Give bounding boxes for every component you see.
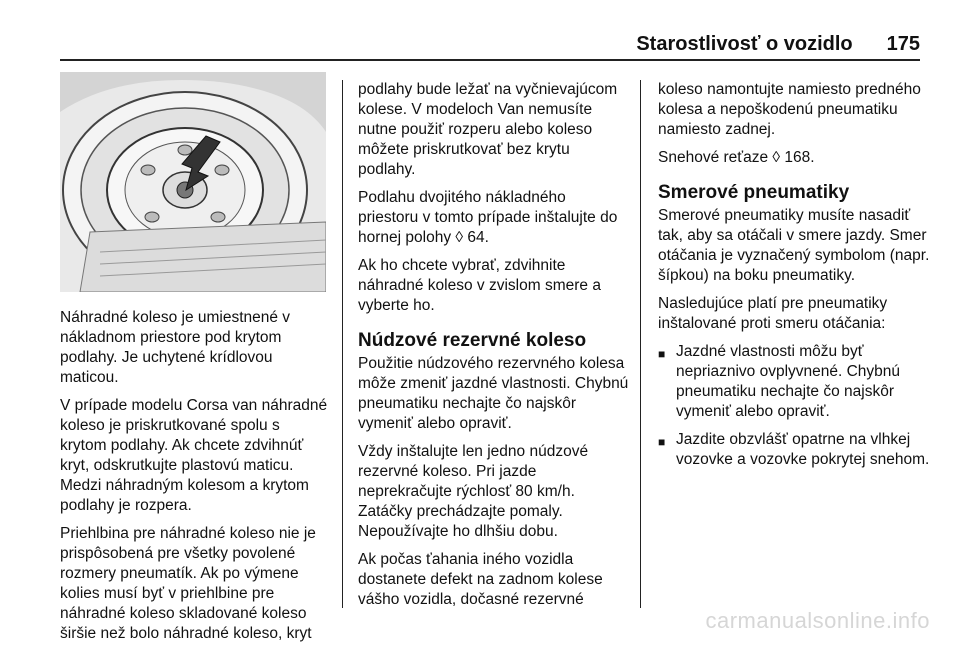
spare-wheel-drawing: [60, 72, 326, 292]
paragraph: Snehové reťaze ◊ 168.: [658, 149, 815, 166]
column-divider: [640, 80, 641, 608]
paragraph: Vždy inštalujte len jedno núdzové rezervné koleso. Pri jazde neprekračujte rýchlosť 80 km/h. Zatáčky prechádzajte pomaly. Nepoužívajte ho dlhšiu dobu.: [358, 443, 589, 540]
page-number: 175: [886, 33, 920, 55]
paragraph: Použitie núdzového rezervného kolesa môže zmeniť jazdné vlastnosti. Chybnú pneumatiku nechajte čo najskôr vymeniť alebo opraviť.: [358, 355, 629, 432]
bullet-item: [658, 430, 930, 470]
header-rule: [60, 59, 920, 61]
paragraph: Podlahu dvojitého nákladného priestoru v tomto prípade inštalujte do hornej polohy ◊ 64.: [358, 189, 618, 246]
page-title: Starostlivosť o vozidlo: [636, 33, 853, 55]
bullet-item: [658, 342, 930, 422]
paragraph: Nasledujúce platí pre pneumatiky inštalované proti smeru otáčania:: [658, 295, 888, 332]
paragraph: Priehlbina pre náhradné koleso nie je prispôsobená pre všetky povolené rozmery pneumatík. Ak po výmene kolies musí byť v priehlbine pre náhradné koleso skladované koleso širšie než bolo náhradné koleso, kryt: [60, 525, 316, 642]
paragraph: V prípade modelu Corsa van náhradné koleso je priskrutkované spolu s krytom podlahy. Ak chcete zdvihnúť kryt, odskrutkujte plastovú maticu. Medzi náhradným kolesom a krytom podlahy je rozpera.: [60, 397, 328, 514]
bullet-square-icon: ■: [658, 347, 666, 361]
paragraph: Ak ho chcete vybrať, zdvihnite náhradné koleso v zvislom smere a vyberte ho.: [358, 257, 601, 314]
bullet-text: Jazdite obzvlášť opatrne na vlhkej vozovke a vozovke pokrytej snehom.: [676, 431, 930, 468]
page-header: [636, 16, 920, 56]
column-1: [60, 64, 330, 652]
section-heading-directional-tyres: Smerové pneumatiky: [658, 182, 850, 203]
spare-wheel-illustration: [60, 72, 326, 292]
paragraph: koleso namontujte namiesto predného kolesa a nepoškodenú pneumatiku namiesto zadnej.: [658, 81, 921, 138]
column-divider: [342, 80, 343, 608]
bullet-text: Jazdné vlastnosti môžu byť nepriaznivo ovplyvnené. Chybnú pneumatiku nechajte čo najskôr vymeniť alebo opraviť.: [676, 343, 901, 420]
section-heading-emergency-spare: Núdzové rezervné koleso: [358, 330, 587, 351]
watermark: carmanualsonline.info: [705, 608, 930, 633]
paragraph: Náhradné koleso je umiestnené v nákladnom priestore pod krytom podlahy. Je uchytené krídlovou maticou.: [60, 309, 291, 386]
column-2: [358, 80, 630, 618]
bullet-square-icon: ■: [658, 435, 666, 449]
paragraph: Ak počas ťahania iného vozidla dostanete defekt na zadnom kolese vášho vozidla, dočasné rezervné: [358, 551, 603, 608]
paragraph: Smerové pneumatiky musíte nasadiť tak, aby sa otáčali v smere jazdy. Smer otáčania je vyznačený symbolom (napr. šípkou) na boku pneumatiky.: [658, 207, 930, 284]
paragraph: podlahy bude ležať na vyčnievajúcom kolese. V modeloch Van nemusíte nutne použiť rozperu alebo koleso môžete priskrutkovať bez krytu podlahy.: [358, 81, 618, 178]
column-3: [658, 80, 930, 478]
